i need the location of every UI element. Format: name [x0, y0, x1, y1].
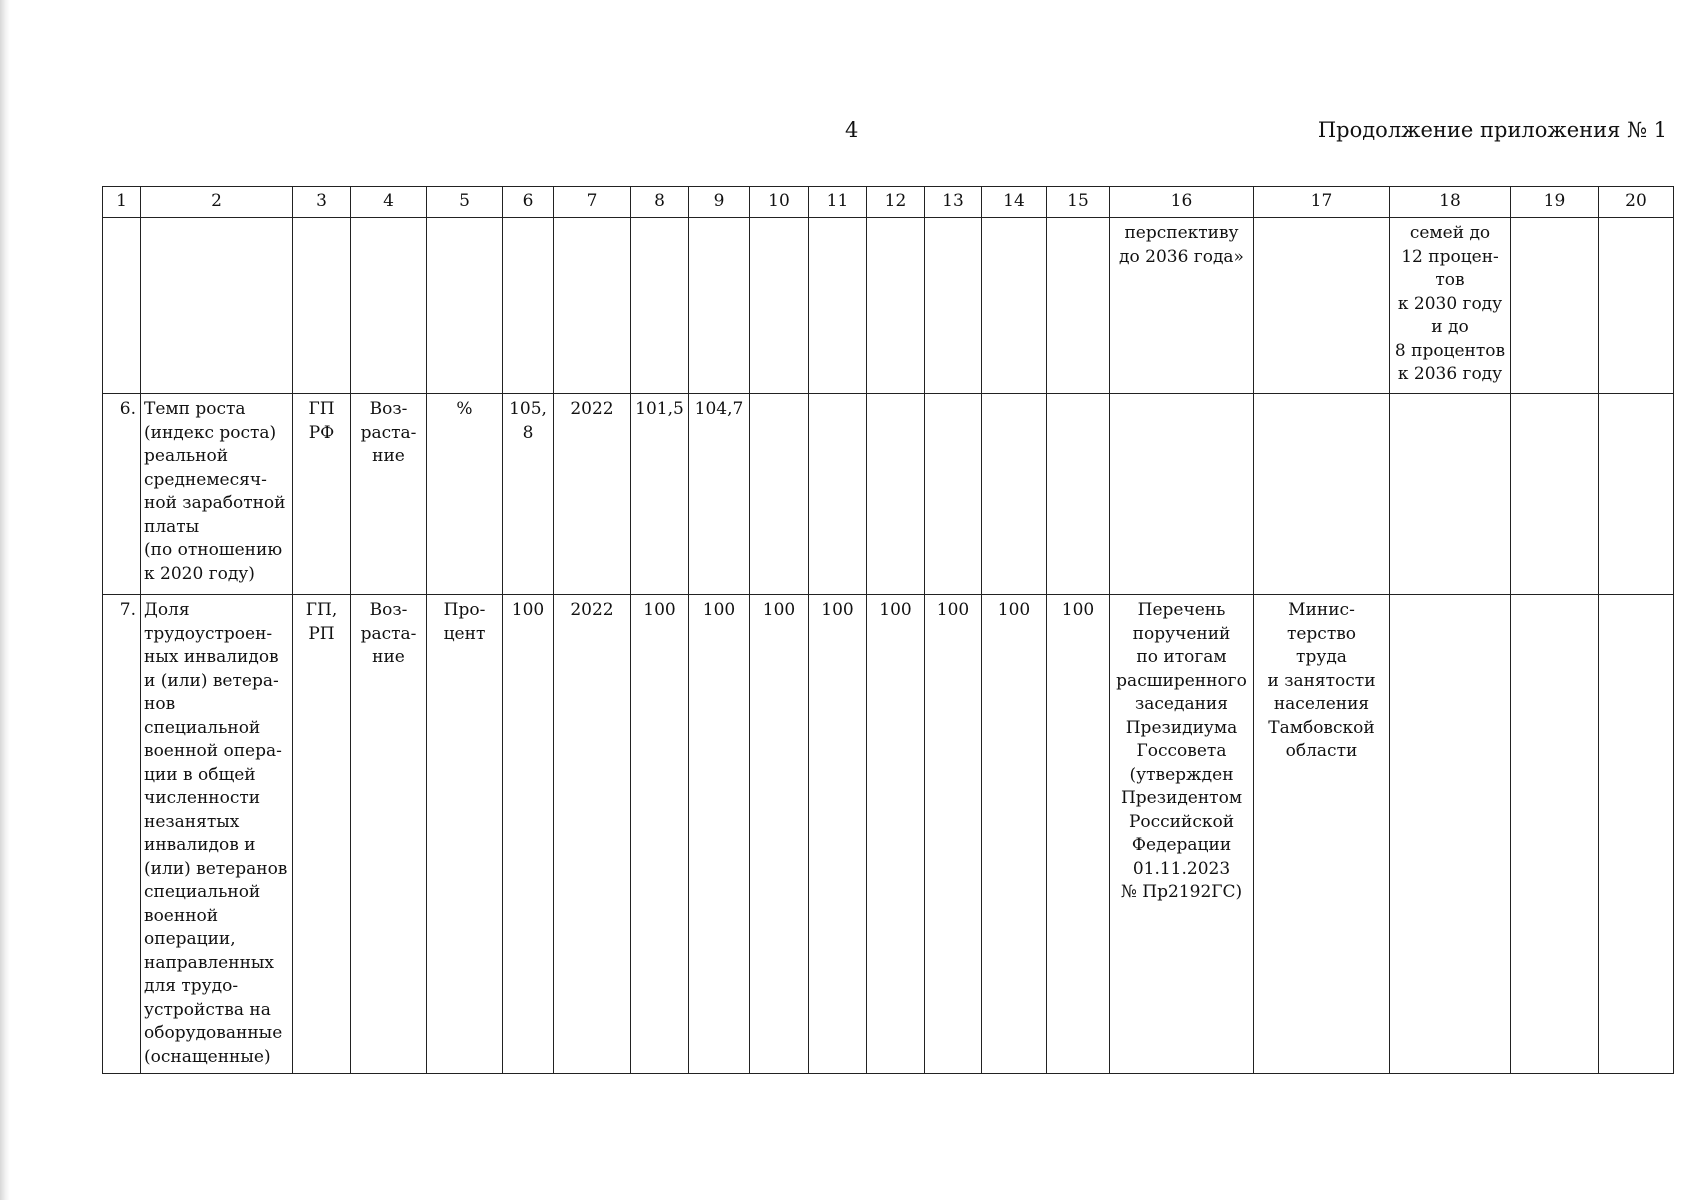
header-cell: 15: [1047, 187, 1110, 218]
table-cell: [554, 218, 631, 394]
table-cell: [982, 394, 1047, 595]
table-cell: [1390, 394, 1511, 595]
table-cell: [103, 218, 141, 394]
table-cell: 105, 8: [503, 394, 554, 595]
table-cell: 100: [631, 595, 689, 1074]
header-cell: 12: [867, 187, 925, 218]
table-cell: Минис- терство труда и занятости населения Тамбовской области: [1254, 595, 1390, 1074]
table-cell: [141, 218, 293, 394]
table-row: [103, 595, 1674, 1074]
header-cell: 9: [689, 187, 750, 218]
table-cell: [1511, 394, 1599, 595]
table-cell: Про- цент: [427, 595, 503, 1074]
table-row: [103, 394, 1674, 595]
table-cell: Воз- раста- ние: [351, 394, 427, 595]
table-row: [103, 218, 1674, 394]
header-cell: 14: [982, 187, 1047, 218]
header-cell: 6: [503, 187, 554, 218]
table-cell: [925, 394, 982, 595]
table-cell: 100: [809, 595, 867, 1074]
header-cell: 1: [103, 187, 141, 218]
table-cell: Перечень поручений по итогам расширенного заседания Президиума Госсовета (утвержден Президентом Российской Федерации 01.11.2023 № Пр2192ГС): [1110, 595, 1254, 1074]
header-cell: 17: [1254, 187, 1390, 218]
table-cell: 2022: [554, 394, 631, 595]
table-cell: [1511, 218, 1599, 394]
table-cell: 101,5: [631, 394, 689, 595]
table-cell: [867, 394, 925, 595]
table-cell: 100: [750, 595, 809, 1074]
table-cell: 6.: [103, 394, 141, 595]
table-cell: [427, 218, 503, 394]
header-cell: 18: [1390, 187, 1511, 218]
header-cell: 13: [925, 187, 982, 218]
header-cell: 2: [141, 187, 293, 218]
table-cell: семей до 12 процен- тов к 2030 году и до 8 процентов к 2036 году: [1390, 218, 1511, 394]
table-cell: перспективу до 2036 года»: [1110, 218, 1254, 394]
table-cell: 100: [867, 595, 925, 1074]
header-cell: 4: [351, 187, 427, 218]
table-cell: [867, 218, 925, 394]
table-cell: %: [427, 394, 503, 595]
indicators-table: [102, 186, 1674, 1074]
table-cell: 100: [1047, 595, 1110, 1074]
table-cell: [982, 218, 1047, 394]
table-cell: [1254, 218, 1390, 394]
table-cell: [1390, 595, 1511, 1074]
table-cell: 100: [925, 595, 982, 1074]
header-cell: 20: [1599, 187, 1674, 218]
table-cell: [1047, 394, 1110, 595]
table-cell: [1047, 218, 1110, 394]
table-cell: Доля трудоустроен- ных инвалидов и (или) ветера- нов специальной военной опера- ции в общей численности незанятых инвалидов и (или) ветеранов специальной военной операции, направленных для трудо- устройства на оборудованные (оснащенные): [141, 595, 293, 1074]
table-cell: 100: [503, 595, 554, 1074]
table-cell: [1599, 595, 1674, 1074]
scan-edge-shadow: [0, 0, 10, 1200]
table-cell: [1254, 394, 1390, 595]
table-cell: [1110, 394, 1254, 595]
header-cell: 16: [1110, 187, 1254, 218]
table-cell: [689, 218, 750, 394]
table-cell: [631, 218, 689, 394]
table-cell: [750, 394, 809, 595]
page-number: 4: [845, 118, 859, 142]
table-cell: Темп роста (индекс роста) реальной среднемесяч- ной заработной платы (по отношению к 2020 году): [141, 394, 293, 595]
table-cell: ГП, РП: [293, 595, 351, 1074]
continuation-label: Продолжение приложения № 1: [1317, 118, 1667, 142]
header-cell: 11: [809, 187, 867, 218]
table-cell: [809, 394, 867, 595]
table-cell: [809, 218, 867, 394]
table-cell: [750, 218, 809, 394]
table-cell: [1599, 394, 1674, 595]
table-cell: Воз- раста- ние: [351, 595, 427, 1074]
table-cell: 104,7: [689, 394, 750, 595]
header-cell: 3: [293, 187, 351, 218]
table-cell: [351, 218, 427, 394]
header-row: [103, 187, 1674, 218]
table-cell: 100: [982, 595, 1047, 1074]
table-cell: [293, 218, 351, 394]
table-cell: 7.: [103, 595, 141, 1074]
header-cell: 8: [631, 187, 689, 218]
header-cell: 19: [1511, 187, 1599, 218]
table-cell: 100: [689, 595, 750, 1074]
table-cell: [1599, 218, 1674, 394]
header-cell: 10: [750, 187, 809, 218]
table-cell: [925, 218, 982, 394]
header-cell: 7: [554, 187, 631, 218]
table-cell: ГП РФ: [293, 394, 351, 595]
table-cell: [503, 218, 554, 394]
table-cell: 2022: [554, 595, 631, 1074]
table-cell: [1511, 595, 1599, 1074]
header-cell: 5: [427, 187, 503, 218]
